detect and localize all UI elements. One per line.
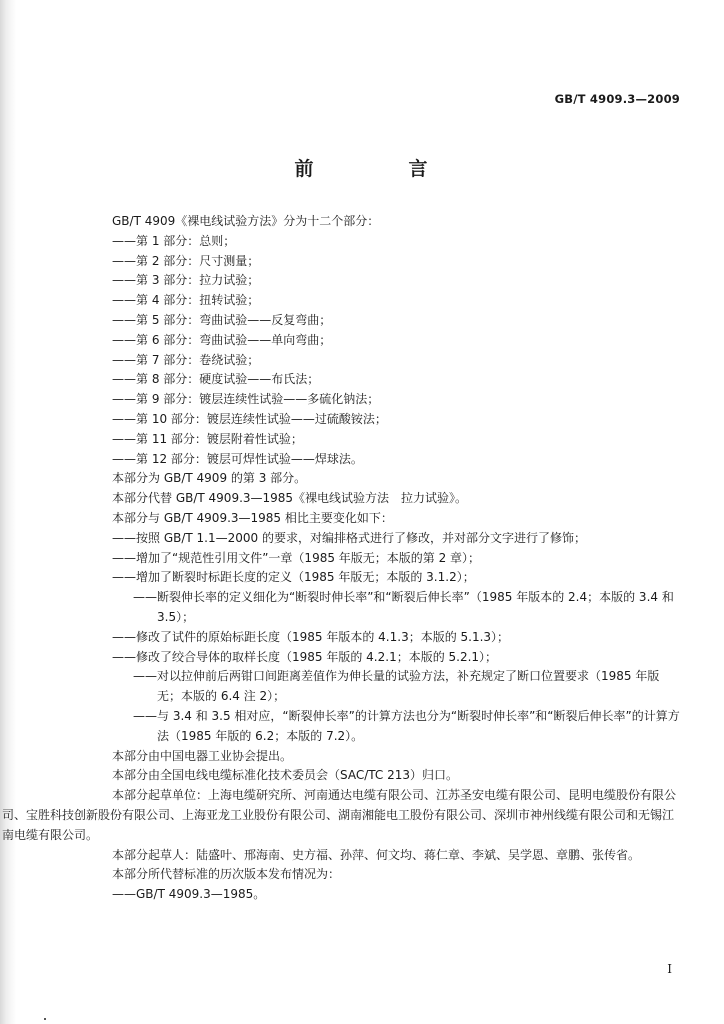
change-list-item: ——按照 GB/T 1.1—2000 的要求，对编排格式进行了修改，并对部分文字进行了修饰； xyxy=(112,530,586,545)
change-list-item: ——修改了试件的原始标距长度（1985 年版本的 4.1.3；本版的 5.1.3）； xyxy=(112,629,510,644)
part-list-item: ——第 7 部分：卷绕试验； xyxy=(112,352,260,367)
change-list-item: ——对以拉伸前后两钳口间距离差值作为伸长量的试验方法，补充规定了断口位置要求（1985 年版无；本版的 6.4 注 2）； xyxy=(133,669,660,704)
change-list-item: ——断裂伸长率的定义细化为“断裂时伸长率”和“断裂后伸长率”（1985 年版本的 2.4；本版的 3.4 和 3.5）； xyxy=(133,590,674,624)
part-list-item: ——第 5 部分：弯曲试验——反复弯曲； xyxy=(112,312,332,327)
statement-proposed-by: 本部分由中国电器工业协会提出。 xyxy=(112,748,293,763)
change-list-item: ——与 3.4 和 3.5 相对应，“断裂伸长率”的计算方法也分为“断裂时伸长率”和“断裂后伸长率”的计算方法（1985 年版的 6.2；本版的 7.2）。 xyxy=(133,708,680,743)
part-list-item: ——第 10 部分：镀层连续性试验——过硫酸铵法； xyxy=(112,411,387,426)
statement-replaces: 本部分代替 GB/T 4909.3—1985《裸电线试验方法 拉力试验》。 xyxy=(112,491,468,506)
change-list-item: ——增加了“规范性引用文件”一章（1985 年版无；本版的第 2 章）； xyxy=(112,550,481,565)
history-item: ——GB/T 4909.3—1985。 xyxy=(112,887,266,902)
part-list-item: ——第 3 部分：拉力试验； xyxy=(112,273,260,288)
standard-code-header: GB/T 4909.3—2009 xyxy=(554,92,680,106)
scan-speck xyxy=(44,1018,46,1020)
part-list-item: ——第 2 部分：尺寸测量； xyxy=(112,253,260,268)
statement-changes-intro: 本部分与 GB/T 4909.3—1985 相比主要变化如下： xyxy=(112,510,393,525)
page-number: I xyxy=(667,962,672,976)
part-list-item: ——第 12 部分：镀层可焊性试验——焊球法。 xyxy=(112,451,363,466)
part-list-item: ——第 8 部分：硬度试验——布氏法； xyxy=(112,372,320,387)
page-title: 前 言 xyxy=(294,158,466,180)
part-list-item: ——第 11 部分：镀层附着性试验； xyxy=(112,431,303,446)
change-list-item: ——增加了断裂时标距长度的定义（1985 年版无；本版的 3.1.2）； xyxy=(112,570,475,585)
part-list-item: ——第 6 部分：弯曲试验——单向弯曲； xyxy=(112,332,332,347)
part-list-item: ——第 4 部分：扭转试验； xyxy=(112,293,260,308)
intro-line: GB/T 4909《裸电线试验方法》分为十二个部分： xyxy=(112,214,380,228)
part-list-item: ——第 9 部分：镀层连续性试验——多硫化钠法； xyxy=(112,392,380,407)
part-list-item: ——第 1 部分：总则； xyxy=(112,233,236,248)
statement-centralized-by: 本部分由全国电线电缆标准化技术委员会（SAC/TC 213）归口。 xyxy=(112,768,458,783)
change-list-item: ——修改了绞合导体的取样长度（1985 年版的 4.2.1；本版的 5.2.1）； xyxy=(112,649,498,664)
foreword-body xyxy=(2,212,682,905)
drafters: 本部分起草人：陆盛叶、邢海南、史方福、孙萍、何文均、蒋仁章、李斌、吴学恩、章鹏、张传省。 xyxy=(112,847,641,862)
history-intro: 本部分所代替标准的历次版本发布情况为： xyxy=(112,867,341,882)
drafting-units: 本部分起草单位：上海电缆研究所、河南通达电缆有限公司、江苏圣安电缆有限公司、昆明电缆股份有限公司、宝胜科技创新股份有限公司、上海亚龙工业股份有限公司、湖南湘能电工股份有限公司、深圳市神州线缆有限公司和无锡江南电缆有限公司。 xyxy=(2,788,677,842)
statement-part-of: 本部分为 GB/T 4909 的第 3 部分。 xyxy=(112,471,307,486)
